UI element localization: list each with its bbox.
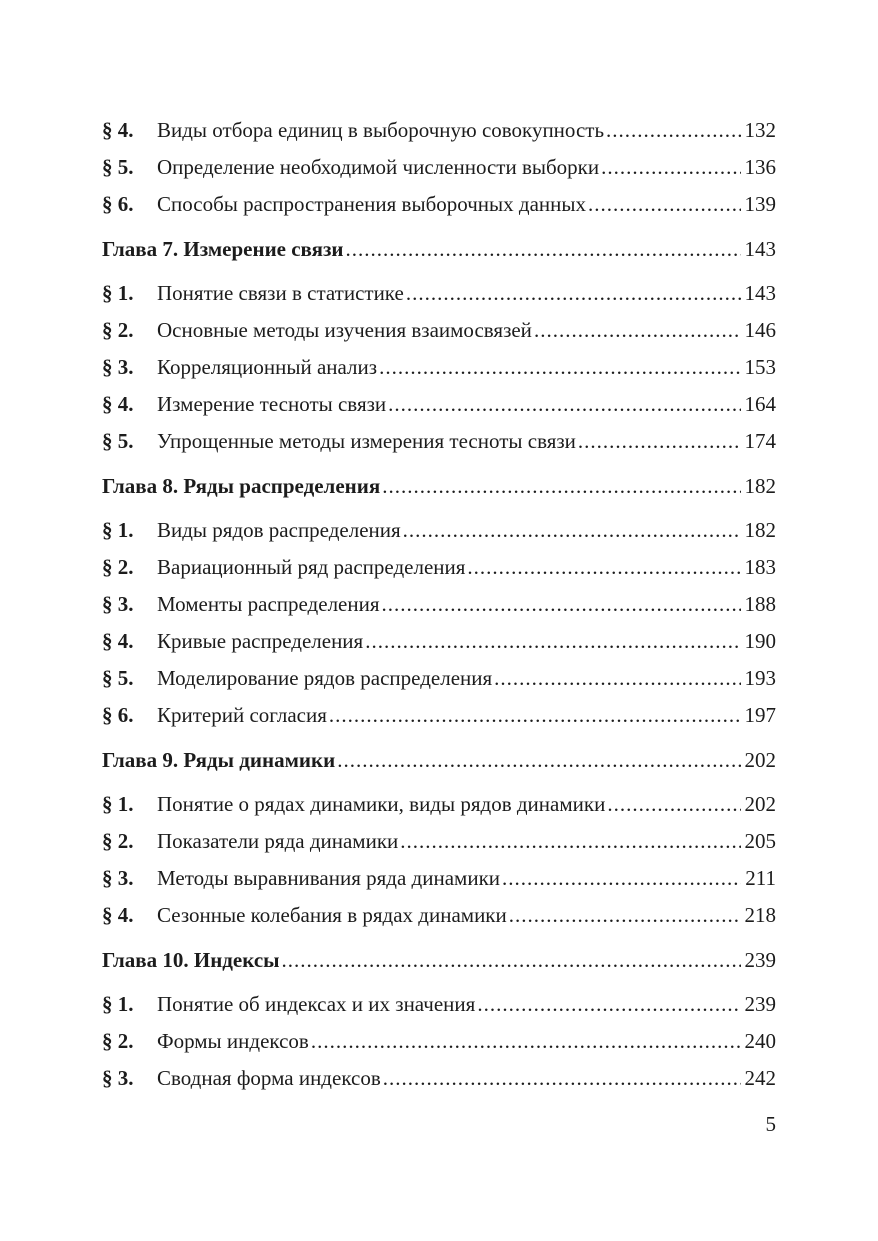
page-number: 218 (744, 903, 776, 927)
dot-leader (477, 986, 740, 1023)
section-number: § 2. (102, 555, 134, 579)
toc-chapter-row (102, 231, 776, 268)
section-number: § 1. (102, 518, 134, 542)
section-number: § 6. (102, 703, 134, 727)
section-title: Показатели ряда динамики (157, 829, 399, 853)
chapter-title: Глава 7. Измерение связи (102, 237, 344, 261)
section-title: Измерение тесноты связи (157, 392, 387, 416)
dot-leader (534, 312, 741, 349)
page-number: 174 (744, 429, 776, 453)
toc-section-row (102, 897, 776, 934)
page-number: 139 (744, 192, 776, 216)
section-number: § 3. (102, 1066, 134, 1090)
toc-section-row (102, 1060, 776, 1097)
section-title: Понятие связи в статистике (157, 281, 404, 305)
page-number: 193 (744, 666, 776, 690)
toc-section-row (102, 786, 776, 823)
dot-leader (379, 349, 740, 386)
section-number: § 1. (102, 792, 134, 816)
page-number: 132 (744, 118, 776, 142)
page-number: 240 (744, 1029, 776, 1053)
section-title: Кривые распределения (157, 629, 364, 653)
page-number: 146 (744, 318, 776, 342)
footer-page-number: 5 (765, 1112, 776, 1136)
toc-chapter-row (102, 942, 776, 979)
dot-leader (311, 1023, 741, 1060)
toc-section-row (102, 349, 776, 386)
section-title: Моделирование рядов распределения (157, 666, 493, 690)
page-number: 143 (744, 281, 776, 305)
dot-leader (383, 1060, 741, 1097)
section-title: Основные методы изучения взаимосвязей (157, 318, 532, 342)
page-number: 202 (744, 748, 776, 772)
toc-section-row (102, 623, 776, 660)
toc-section-row (102, 423, 776, 460)
section-number: § 4. (102, 629, 134, 653)
dot-leader (406, 275, 741, 312)
dot-leader (606, 112, 740, 149)
chapter-title: Глава 8. Ряды распределения (102, 474, 381, 498)
section-title: Определение необходимой численности выборки (157, 155, 600, 179)
page-number: 242 (744, 1066, 776, 1090)
page-number: 136 (744, 155, 776, 179)
section-title: Формы индексов (157, 1029, 309, 1053)
dot-leader (502, 860, 741, 897)
toc-section-row (102, 823, 776, 860)
dot-leader (282, 942, 741, 979)
page-number: 153 (744, 355, 776, 379)
toc-section-row (102, 186, 776, 223)
page-number: 164 (744, 392, 776, 416)
page-number: 182 (744, 474, 776, 498)
section-number: § 3. (102, 355, 134, 379)
dot-leader (388, 386, 740, 423)
page-number: 183 (744, 555, 776, 579)
page-number: 205 (744, 829, 776, 853)
dot-leader (329, 697, 741, 734)
page-number: 143 (744, 237, 776, 261)
section-title: Понятие о рядах динамики, виды рядов динамики (157, 792, 606, 816)
page-number: 190 (744, 629, 776, 653)
dot-leader (607, 786, 740, 823)
section-number: § 3. (102, 866, 134, 890)
section-title: Критерий согласия (157, 703, 327, 727)
section-title: Упрощенные методы измерения тесноты связи (157, 429, 576, 453)
section-number: § 5. (102, 666, 134, 690)
toc-section-row (102, 549, 776, 586)
toc-section-row (102, 512, 776, 549)
page-number: 202 (744, 792, 776, 816)
page-number: 239 (744, 948, 776, 972)
page-number: 239 (744, 992, 776, 1016)
page-number: 182 (744, 518, 776, 542)
toc-section-row (102, 660, 776, 697)
dot-leader (403, 512, 741, 549)
dot-leader (382, 468, 740, 505)
section-title: Сезонные колебания в рядах динамики (157, 903, 507, 927)
section-number: § 4. (102, 392, 134, 416)
page-number: 211 (745, 866, 776, 890)
section-number: § 1. (102, 281, 134, 305)
section-number: § 6. (102, 192, 134, 216)
section-number: § 2. (102, 1029, 134, 1053)
section-title: Сводная форма индексов (157, 1066, 381, 1090)
toc-section-row (102, 1023, 776, 1060)
section-number: § 2. (102, 318, 134, 342)
chapter-title: Глава 10. Индексы (102, 948, 280, 972)
section-title: Виды рядов распределения (157, 518, 401, 542)
toc-chapter-row (102, 742, 776, 779)
dot-leader (337, 742, 740, 779)
section-title: Понятие об индексах и их значения (157, 992, 476, 1016)
section-title: Корреляционный анализ (157, 355, 378, 379)
toc-section-row (102, 986, 776, 1023)
dot-leader (578, 423, 741, 460)
section-title: Способы распространения выборочных данных (157, 192, 586, 216)
section-number: § 5. (102, 429, 134, 453)
table-of-contents (102, 112, 776, 1097)
page-number: 197 (744, 703, 776, 727)
toc-section-row (102, 386, 776, 423)
chapter-title: Глава 9. Ряды динамики (102, 748, 336, 772)
section-title: Виды отбора единиц в выборочную совокупность (157, 118, 605, 142)
toc-section-row (102, 275, 776, 312)
dot-leader (588, 186, 741, 223)
toc-section-row (102, 586, 776, 623)
toc-section-row (102, 860, 776, 897)
section-title: Вариационный ряд распределения (157, 555, 466, 579)
toc-section-row (102, 112, 776, 149)
section-number: § 5. (102, 155, 134, 179)
section-number: § 4. (102, 903, 134, 927)
dot-leader (365, 623, 740, 660)
dot-leader (467, 549, 740, 586)
section-number: § 4. (102, 118, 134, 142)
page-number: 188 (744, 592, 776, 616)
section-title: Моменты распределения (157, 592, 380, 616)
section-number: § 2. (102, 829, 134, 853)
toc-section-row (102, 149, 776, 186)
dot-leader (494, 660, 740, 697)
section-number: § 3. (102, 592, 134, 616)
dot-leader (346, 231, 741, 268)
section-title: Методы выравнивания ряда динамики (157, 866, 501, 890)
dot-leader (382, 586, 741, 623)
section-number: § 1. (102, 992, 134, 1016)
toc-chapter-row (102, 468, 776, 505)
dot-leader (601, 149, 740, 186)
dot-leader (509, 897, 741, 934)
toc-section-row (102, 697, 776, 734)
toc-section-row (102, 312, 776, 349)
dot-leader (400, 823, 740, 860)
